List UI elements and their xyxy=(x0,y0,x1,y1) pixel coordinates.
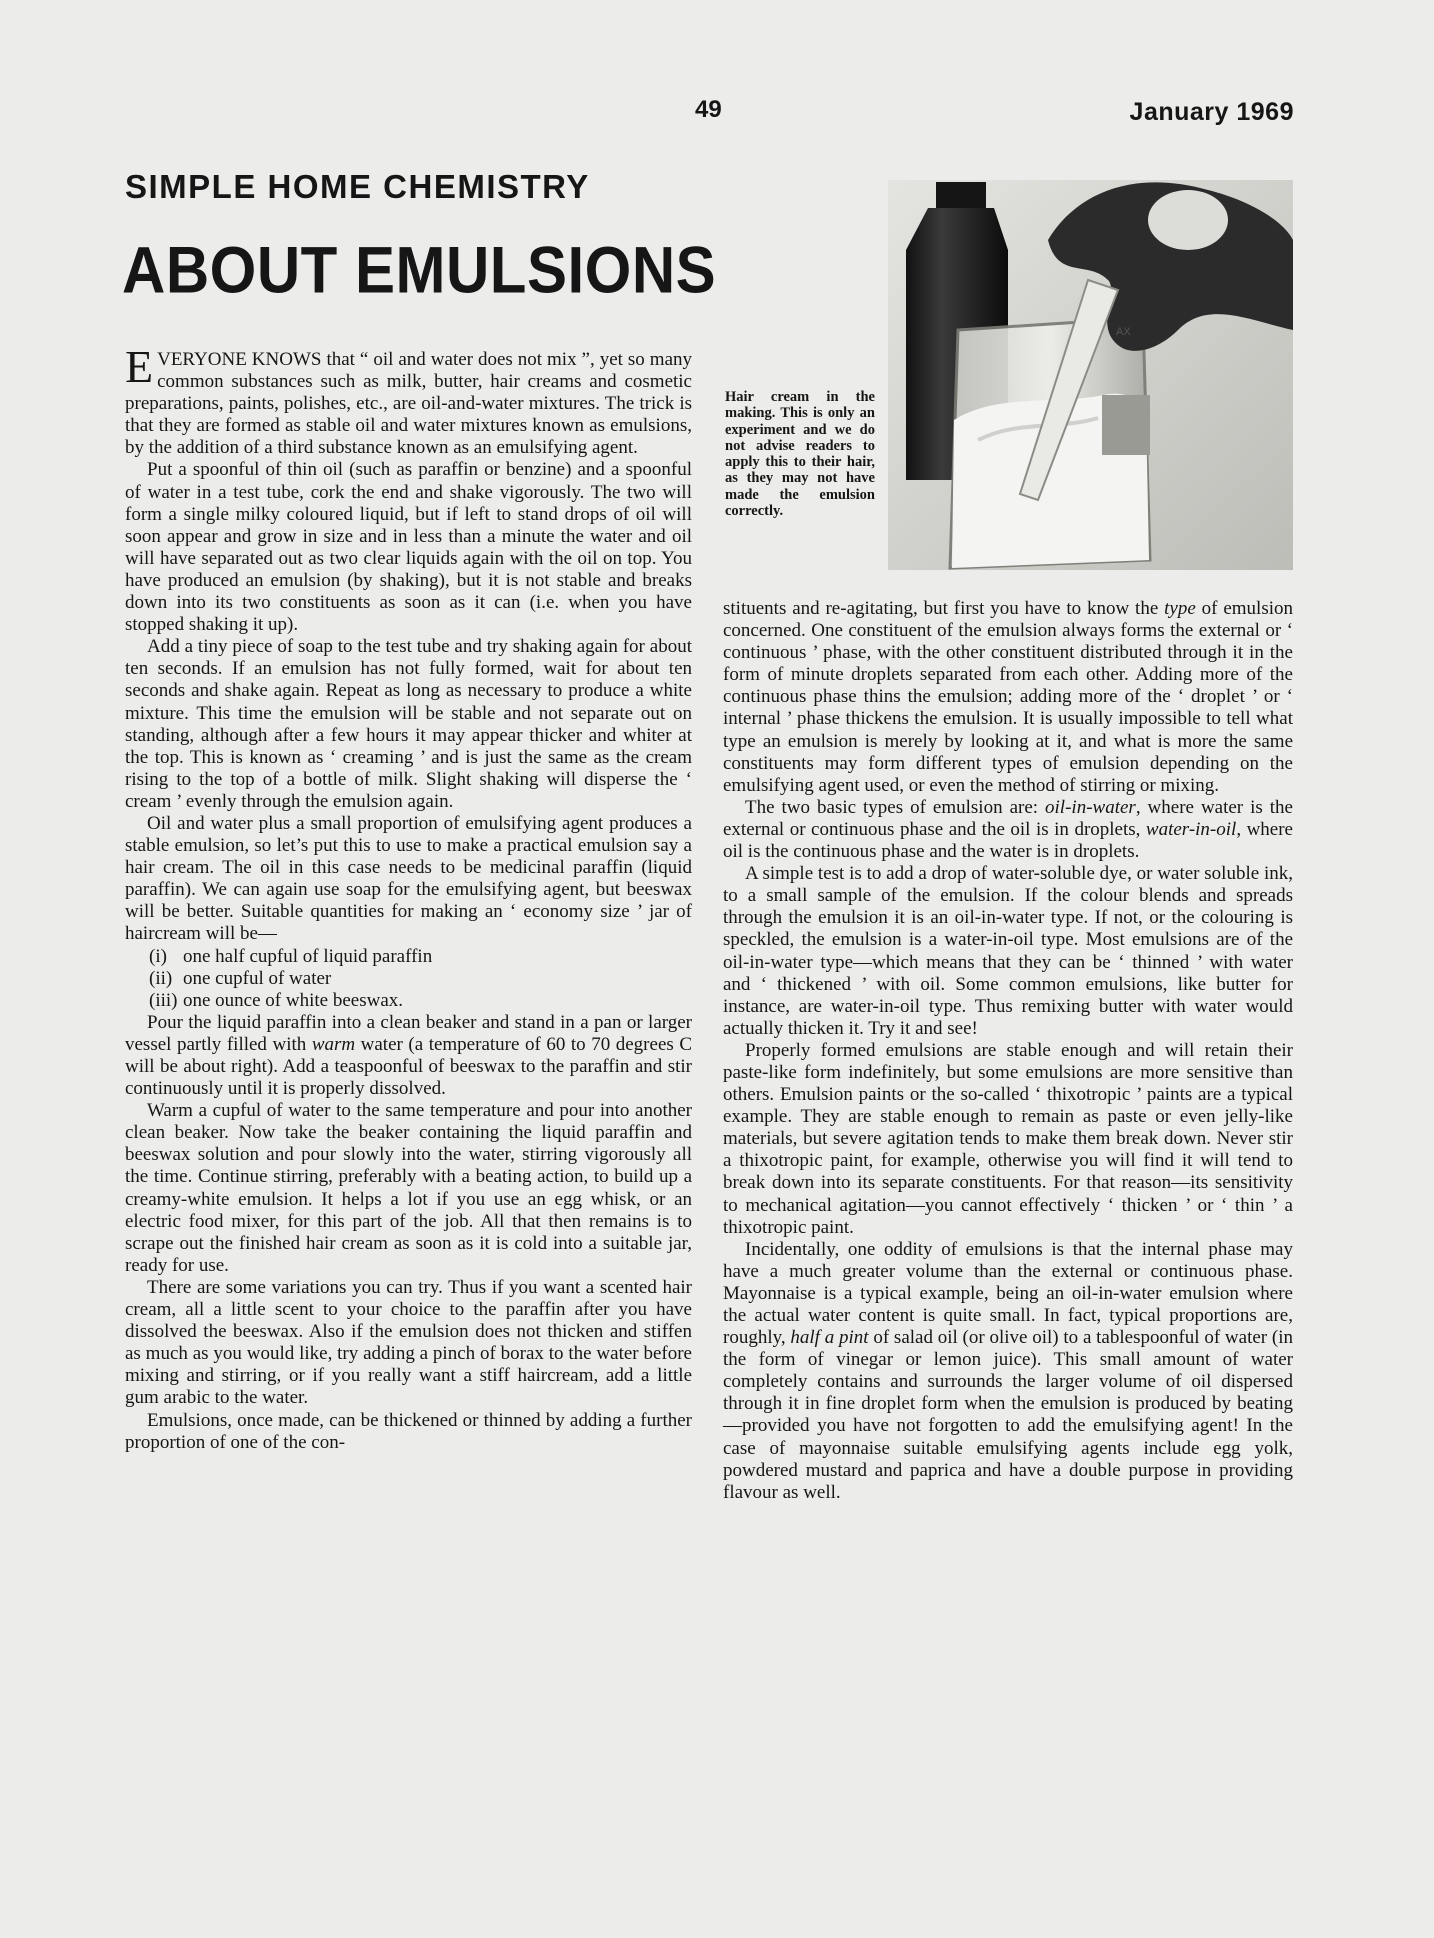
article-column-right xyxy=(723,598,1293,1504)
list-item: (ii) one cupful of water xyxy=(149,967,332,989)
paragraph: Pour the liquid paraffin into a clean beaker and stand in a pan or larger vessel partly filled with warm water (a temperature of 60 to 70 degrees C will be about right). Add a teaspoonful of beeswax to the paraffin and stir continuously until it is properly dissolved. xyxy=(125,1011,692,1100)
issue-date: January 1969 xyxy=(1129,98,1294,126)
drop-cap: E xyxy=(125,341,154,392)
photo-caption: Hair cream in the making. This is only an experiment and we do not advise readers to apply this to their hair, as they may not have made the emulsion correctly. xyxy=(725,389,875,520)
list-item: (iii) one ounce of white beeswax. xyxy=(149,989,404,1011)
hair-cream-photo xyxy=(888,180,1293,570)
ingredient-list xyxy=(125,946,692,1012)
photo-illustration xyxy=(888,180,1293,570)
intro-text: that “ oil and water does not mix ”, yet so many common substances such as milk, butter, hair creams and cosmetic preparations, paints, polishes, etc., are oil-and-water mixtures. The trick is that they are formed as stable oil and water mixtures known as emulsions, by the addition of a third substance known as an emulsifying agent. xyxy=(125,349,692,459)
paragraph: Put a spoonful of thin oil (such as paraffin or benzine) and a spoonful of water in a test tube, cork the end and shake vigorously. The two will form a single milky coloured liquid, but if left to stand drops of oil will soon appear and grow in size and in less than a minute the water and oil will have separated out as two clear liquids again with the oil on top. You have produced an emulsion (by shaking), but it is not stable and breaks down into its two constituents as soon as it can (i.e. when you have stopped shaking it up). xyxy=(125,459,692,636)
paragraph: The two basic types of emulsion are: oil-in-water, where water is the external or continuous phase and the oil is in droplets, water-in-oil, where oil is the continuous phase and the water is in droplets. xyxy=(723,796,1293,863)
paragraph: A simple test is to add a drop of water-soluble dye, or water soluble ink, to a small sample of the emulsion. If the colour blends and spreads through the emulsion it is an oil-in-water type. If not, or the colouring is speckled, the emulsion is a water-in-oil type. Most emulsions are of the oil-in-water type—which means that they can be ‘ thinned ’ with water and ‘ thickened ’ with oil. Some common emulsions, like butter for instance, are water-in-oil type. Thus remixing butter with water would actually thicken it. Try it and see! xyxy=(723,863,1293,1039)
paragraph: Incidentally, one oddity of emulsions is that the internal phase may have a much greater volume than the external or continuous phase. Mayonnaise is a typical example, being an oil-in-water emulsion where the actual water content is quite small. In fact, typical proportions are, roughly, half a pint of salad oil (or olive oil) to a tablespoonful of water (in the form of vinegar or lemon juice). This small amount of water completely contains and surrounds the larger volume of oil dispersed through it in fine droplet form when the emulsion is produced by beating—provided you have not forgotten to add the emulsifying agent! In the case of mayonnaise suitable emulsifying agents include egg yolk, powdered mustard and paprica and have a double purpose in providing flavour as well. xyxy=(723,1238,1294,1503)
beaker-label-text: AX xyxy=(1116,326,1131,338)
page-number: 49 xyxy=(695,96,722,123)
article-column-left xyxy=(125,341,692,1454)
paragraph: stituents and re-agitating, but first you have to know the type of emulsion concerned. One constituent of the emulsion always forms the external or ‘ continuous ’ phase, with the other constituent distributed through it in the form of minute droplets separated from each other. Adding more of the continuous phase thins the emulsion; adding more of the ‘ droplet ’ or ‘ internal ’ phase thickens the emulsion. It is usually impossible to tell what type an emulsion is merely by looking at it, and what is more the same constituents may form different types of emulsion depending on the emulsifying agent used, or even the method of stirring or mixing. xyxy=(723,598,1293,796)
paragraph: There are some variations you can try. Thus if you want a scented hair cream, all a little scent to your choice to the paraffin after you have dissolved the beeswax. Also if the emulsion does not thicken and stiffen as much as you would like, try adding a pinch of borax to the water before mixing and stirring, or if you really want a stiff haircream, add a little gum arabic to the water. xyxy=(125,1276,692,1409)
intro-lead: VERYONE KNOWS xyxy=(157,349,322,370)
list-item: (i) one half cupful of liquid paraffin xyxy=(149,945,433,967)
paragraph: Warm a cupful of water to the same temperature and pour into another clean beaker. Now take the beaker containing the liquid paraffin and beeswax solution and pour slowly into the water, stirring vigorously all the time. Continue stirring, preferably with a beating action, to build up a creamy-white emulsion. It helps a lot if you use an egg whisk, or an electric food mixer, for this part of the job. All that then remains is to scrape out the finished hair cream as soon as it is cold into a suitable jar, ready for use. xyxy=(125,1100,692,1276)
paragraph: Emulsions, once made, can be thickened or thinned by adding a further proportion of one of the con- xyxy=(125,1409,692,1453)
paragraph: Properly formed emulsions are stable enough and will retain their paste-like form indefinitely, but some emulsions are more sensitive than others. Emulsion paints or the so-called ‘ thixotropic ’ paints are a typical example. They are stable enough to remain as paste or even jelly-like materials, but severe agitation tends to make them break down. Never stir a thixotropic paint, for example, otherwise you will find it will tend to break down into its separate constituents. For that reason—its sensitivity to mechanical agitation—you cannot effectively ‘ thicken ’ or ‘ thin ’ a thixotropic paint. xyxy=(723,1039,1293,1238)
series-heading: SIMPLE HOME CHEMISTRY xyxy=(125,168,590,205)
paragraph: Oil and water plus a small proportion of emulsifying agent produces a stable emulsion, so let’s put this to use to make a practical emulsion say a hair cream. The oil in this case needs to be medicinal paraffin (liquid paraffin). We can again use soap for the emulsifying agent, but beeswax will be better. Suitable quantities for making an ‘ economy size ’ jar of haircream will be— xyxy=(125,812,692,945)
paragraph: Add a tiny piece of soap to the test tube and try shaking again for about ten seconds. If an emulsion has not fully formed, wait for about ten seconds and shake again. Repeat as long as necessary to produce a white mixture. This time the emulsion will be stable and not separate out on standing, although after a few hours it may appear thicker and whiter at the top. This is known as ‘ creaming ’ and is just the same as the cream rising to the top of a bottle of milk. Slight shaking will disperse the ‘ cream ’ evenly through the emulsion again. xyxy=(125,636,692,812)
article-title: ABOUT EMULSIONS xyxy=(122,233,717,307)
paragraph-intro xyxy=(125,341,692,459)
